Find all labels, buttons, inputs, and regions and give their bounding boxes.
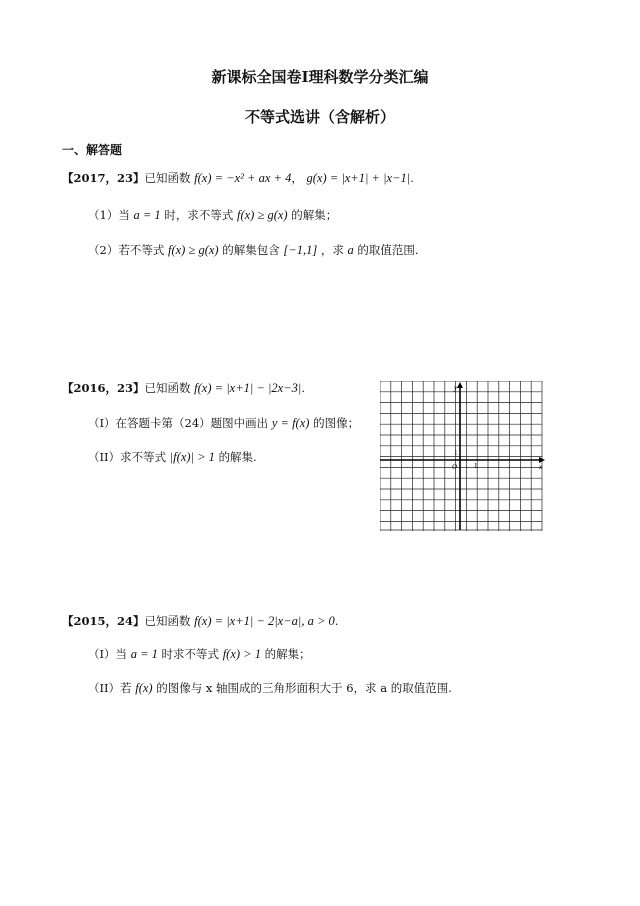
math-expression: f(x) ≥ g(x): [236, 208, 288, 222]
section-heading: 一、解答题: [62, 143, 123, 157]
origin-label: O: [452, 463, 458, 471]
part-label: （I）: [88, 647, 116, 661]
part-text: 若不等式: [118, 243, 165, 257]
problem-2017-part-1: [88, 207, 337, 223]
math-expression: |f(x)| > 1: [169, 450, 215, 464]
math-expression: y = f(x): [271, 416, 310, 430]
part-text: 求不等式: [120, 450, 167, 464]
document-title: 新课标全国卷Ⅰ理科数学分类汇编: [211, 68, 429, 86]
coordinate-grid: [380, 381, 546, 531]
part-text: 若: [120, 681, 132, 695]
stem-text: 已知函数: [144, 171, 191, 185]
part-text: 的图像；: [313, 416, 360, 430]
part-text: 的取值范围.: [357, 243, 419, 257]
math-expression: f(x) > 1: [222, 647, 261, 661]
math-expression: a = 1: [130, 647, 158, 661]
part-label: （2）: [88, 243, 119, 257]
period: .: [410, 171, 414, 185]
problem-2017-part-2: [88, 242, 419, 258]
period: .: [334, 614, 339, 628]
problem-source: 【2015，24】: [62, 614, 145, 628]
separator: ，: [291, 171, 303, 185]
part-text: 时求不等式: [161, 647, 220, 661]
problem-source: 【2017，23】: [62, 171, 145, 185]
function-g-definition: g(x) = |x+1| + |x−1|: [306, 171, 411, 185]
y-axis-arrow-icon: [457, 382, 463, 388]
problem-2017-stem: [62, 170, 414, 186]
stem-text: 已知函数: [144, 381, 191, 395]
part-text: 的解集包含: [222, 243, 280, 257]
problem-2015-part-2: [88, 680, 452, 696]
y-axis-label: y: [454, 384, 458, 392]
math-expression: f(x): [135, 681, 153, 695]
document-subtitle: 不等式选讲（含解析）: [244, 108, 395, 126]
part-text: 当: [118, 208, 130, 222]
part-label: （1）: [88, 208, 119, 222]
math-expression: [−1,1]: [283, 243, 318, 257]
part-label: （II）: [88, 681, 121, 695]
part-text: ，求: [320, 243, 344, 257]
problem-2016-part-1: [88, 415, 359, 431]
part-text: 的解集；: [264, 647, 311, 661]
stem-text: 已知函数: [144, 614, 191, 628]
unit-x-label: 1: [474, 462, 478, 470]
problem-2016-stem: [62, 380, 305, 396]
part-text: 在答题卡第（24）题图中画出: [115, 416, 269, 430]
period: .: [301, 381, 306, 395]
unit-y-label: 1: [454, 449, 458, 457]
problem-source: 【2016，23】: [62, 381, 145, 395]
function-f-definition: f(x) = −x² + ax + 4: [194, 171, 292, 185]
problem-2015-stem: [62, 613, 338, 629]
part-text: 的解集.: [218, 450, 257, 464]
part-text: 的解集；: [291, 208, 338, 222]
math-expression: a: [347, 243, 354, 257]
part-text: 当: [115, 647, 128, 661]
math-expression: a = 1: [133, 208, 161, 222]
function-f-definition: f(x) = |x+1| − |2x−3|: [194, 381, 302, 395]
x-axis-label: x: [539, 463, 543, 471]
problem-2016-part-2: [88, 449, 257, 465]
math-expression: f(x) ≥ g(x): [167, 243, 219, 257]
part-label: （II）: [88, 450, 121, 464]
part-text: 时，求不等式: [164, 208, 234, 222]
problem-2015-part-1: [88, 646, 311, 662]
grid-lines: [380, 381, 542, 531]
function-f-definition: f(x) = |x+1| − 2|x−a|, a > 0: [194, 614, 335, 628]
part-text: 的图像与 x 轴围成的三角形面积大于 6，求 a 的取值范围.: [156, 681, 452, 695]
part-label: （I）: [88, 416, 116, 430]
